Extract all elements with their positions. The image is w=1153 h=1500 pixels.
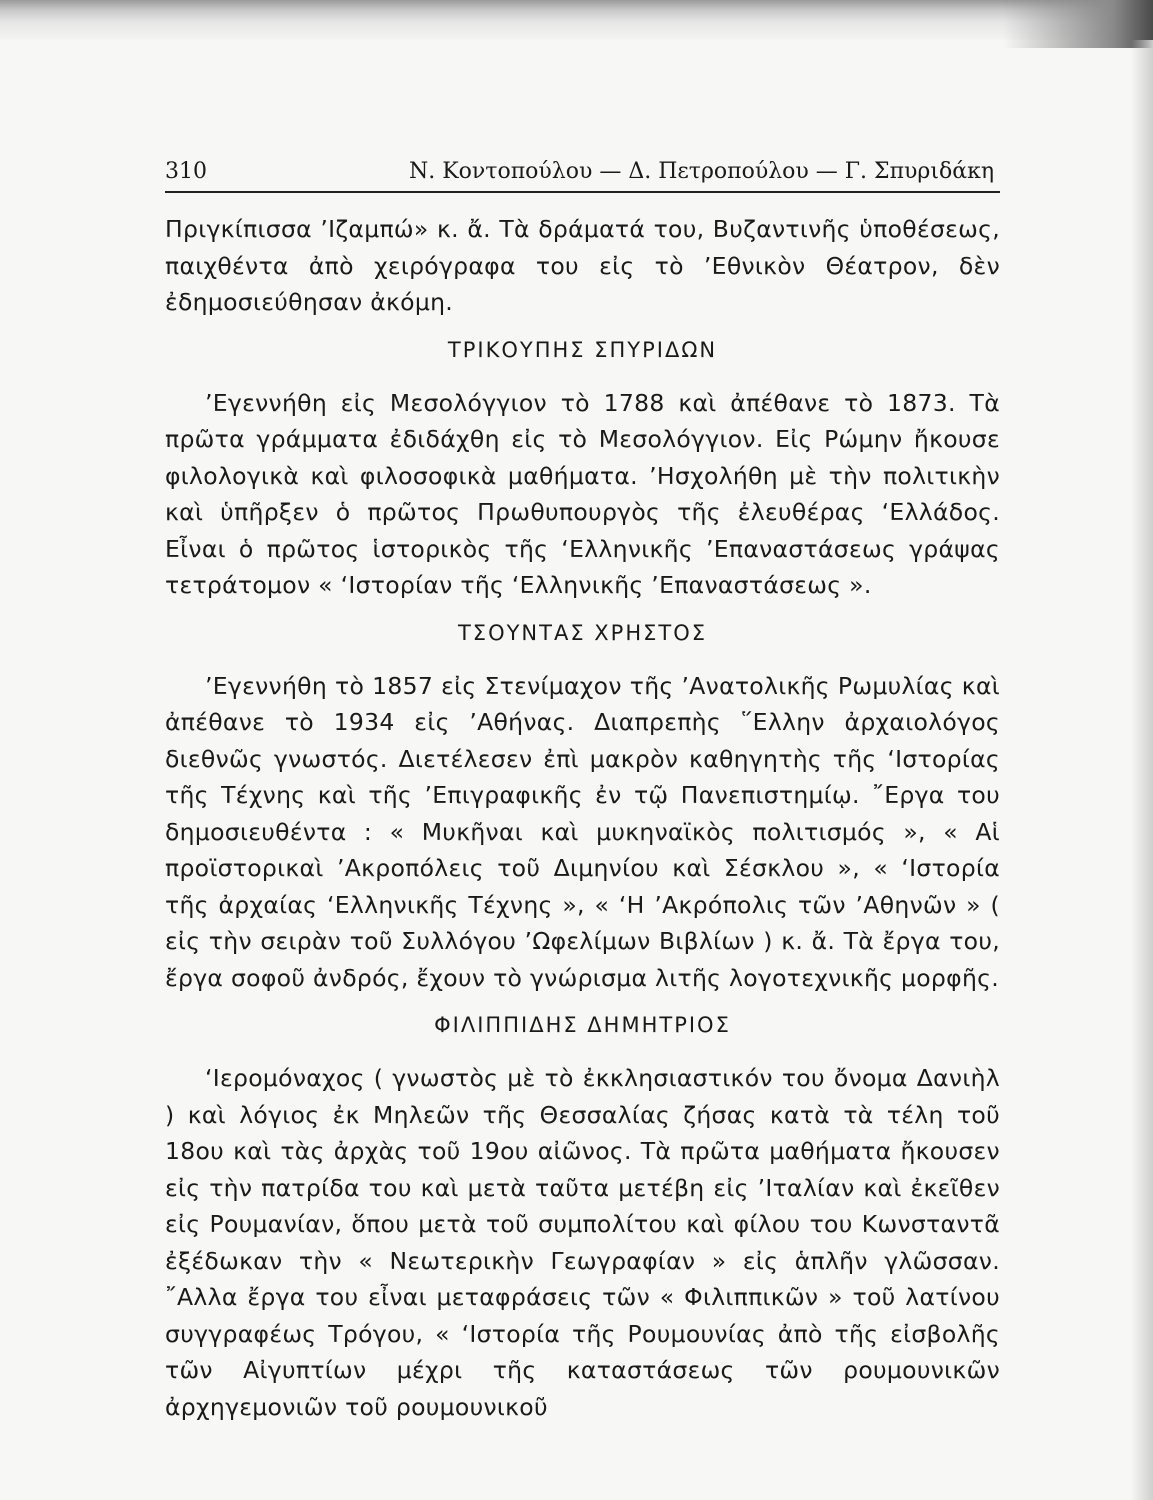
page-number: 310 [165, 159, 207, 184]
scan-right-edge [1131, 40, 1153, 1500]
book-page [165, 155, 1000, 1425]
running-header [165, 155, 1000, 193]
paragraph-filippidis: ‘Ιερομόναχος ( γνωστὸς μὲ τὸ ἐκκλησιαστικόν του ὄνομα Δανιὴλ ) καὶ λόγιος ἐκ Μηλεῶν τῆς Θεσσαλίας ζήσας κατὰ τὰ τέλη τοῦ 18ου καὶ τὰς ἀρχὰς τοῦ 19ου αἰῶνος. Τὰ πρῶτα μαθήματα ἤκουσεν εἰς τὴν πατρίδα του καὶ μετὰ ταῦτα μετέβη εἰς ’Ιταλίαν καὶ ἐκεῖθεν εἰς Ρουμανίαν, ὅπου μετὰ τοῦ συμπολίτου καὶ φίλου του Κωνσταντᾶ ἐξέδωκαν τὴν « Νεωτερικὴν Γεωγραφίαν » εἰς ἁπλῆν γλῶσσαν. ῎Αλλα ἔργα του εἶναι μεταφράσεις τῶν « Φιλιππικῶν » τοῦ λατίνου συγγραφέως Τρόγου, « ‘Ιστορία τῆς Ρουμουνίας ἀπὸ τῆς εἰσβολῆς τῶν Αἰγυπτίων μέχρι τῆς καταστάσεως τῶν ρουμουνικῶν ἀρχηγεμονιῶν τοῦ ρουμουνικοῦ [165, 1064, 1000, 1421]
scan-top-edge [0, 0, 1153, 40]
heading-filippidis: ΦΙΛΙΠΠΙΔΗΣ ΔΗΜΗΤΡΙΟΣ [434, 1013, 731, 1037]
paragraph-tsountas: ’Εγεννήθη τὸ 1857 εἰς Στενίμαχον τῆς ’Ανατολικῆς Ρωμυλίας καὶ ἀπέθανε τὸ 1934 εἰς ’Αθήνας. Διαπρεπὴς ῞Ελλην ἀρχαιολόγος διεθνῶς γνωστός. Διετέλεσεν ἐπὶ μακρὸν καθηγητὴς τῆς ‘Ιστορίας τῆς Τέχνης καὶ τῆς ’Επιγραφικῆς ἐν τῷ Πανεπιστημίῳ. ῎Εργα του δημοσιευθέντα : « Μυκῆναι καὶ μυκηναϊκὸς πολιτισμός », « Αἱ προϊστορικαὶ ’Ακροπόλεις τοῦ Διμηνίου καὶ Σέσκλου », « ‘Ιστορία τῆς ἀρχαίας ‘Ελληνικῆς Τέχνης », « ‘Η ’Ακρόπολις τῶν ’Αθηνῶν » ( εἰς τὴν σειρὰν τοῦ Συλλόγου ’Ωφελίμων Βιβλίων ) κ. ἄ. Τὰ ἔργα του, ἔργα σοφοῦ ἀνδρός, ἔχουν τὸ γνώρισμα λιτῆς λογοτεχνικῆς μορφῆς. [165, 671, 1000, 992]
heading-trikoupis: ΤΡΙΚΟΥΠΗΣ ΣΠΥΡΙΔΩΝ [447, 337, 718, 362]
heading-tsountas: ΤΣΟΥΝΤΑΣ ΧΡΗΣΤΟΣ [457, 620, 708, 645]
page-body [165, 211, 1000, 1425]
header-authors: Ν. Κοντοπούλου — Δ. Πετροπούλου — Γ. Σπυριδάκη [409, 159, 994, 184]
paragraph-intro: Πριγκίπισσα ’Ιζαμπώ» κ. ἄ. Τὰ δράματά του, Βυζαντινῆς ὑποθέσεως, παιχθέντα ἀπὸ χειρόγραφα του εἰς τὸ ’Εθνικὸν Θέατρον, δὲν ἐδημοσιεύθησαν ἀκόμη. [165, 215, 1000, 316]
paragraph-trikoupis: ’Εγεννήθη εἰς Μεσολόγγιον τὸ 1788 καὶ ἀπέθανε τὸ 1873. Τὰ πρῶτα γράμματα ἐδιδάχθη εἰς τὸ Μεσολόγγιον. Εἰς Ρώμην ἤκουσε φιλολογικὰ καὶ φιλοσοφικὰ μαθήματα. ’Ησχολήθη μὲ τὴν πολιτικὴν καὶ ὑπῆρξεν ὁ πρῶτος Πρωθυπουργὸς τῆς ἐλευθέρας ‘Ελλάδος. Εἶναι ὁ πρῶτος ἱστορικὸς τῆς ‘Ελληνικῆς ’Επαναστάσεως γράψας τετράτομον « ‘Ιστορίαν τῆς ‘Ελληνικῆς ’Επαναστάσεως ». [165, 388, 1000, 599]
